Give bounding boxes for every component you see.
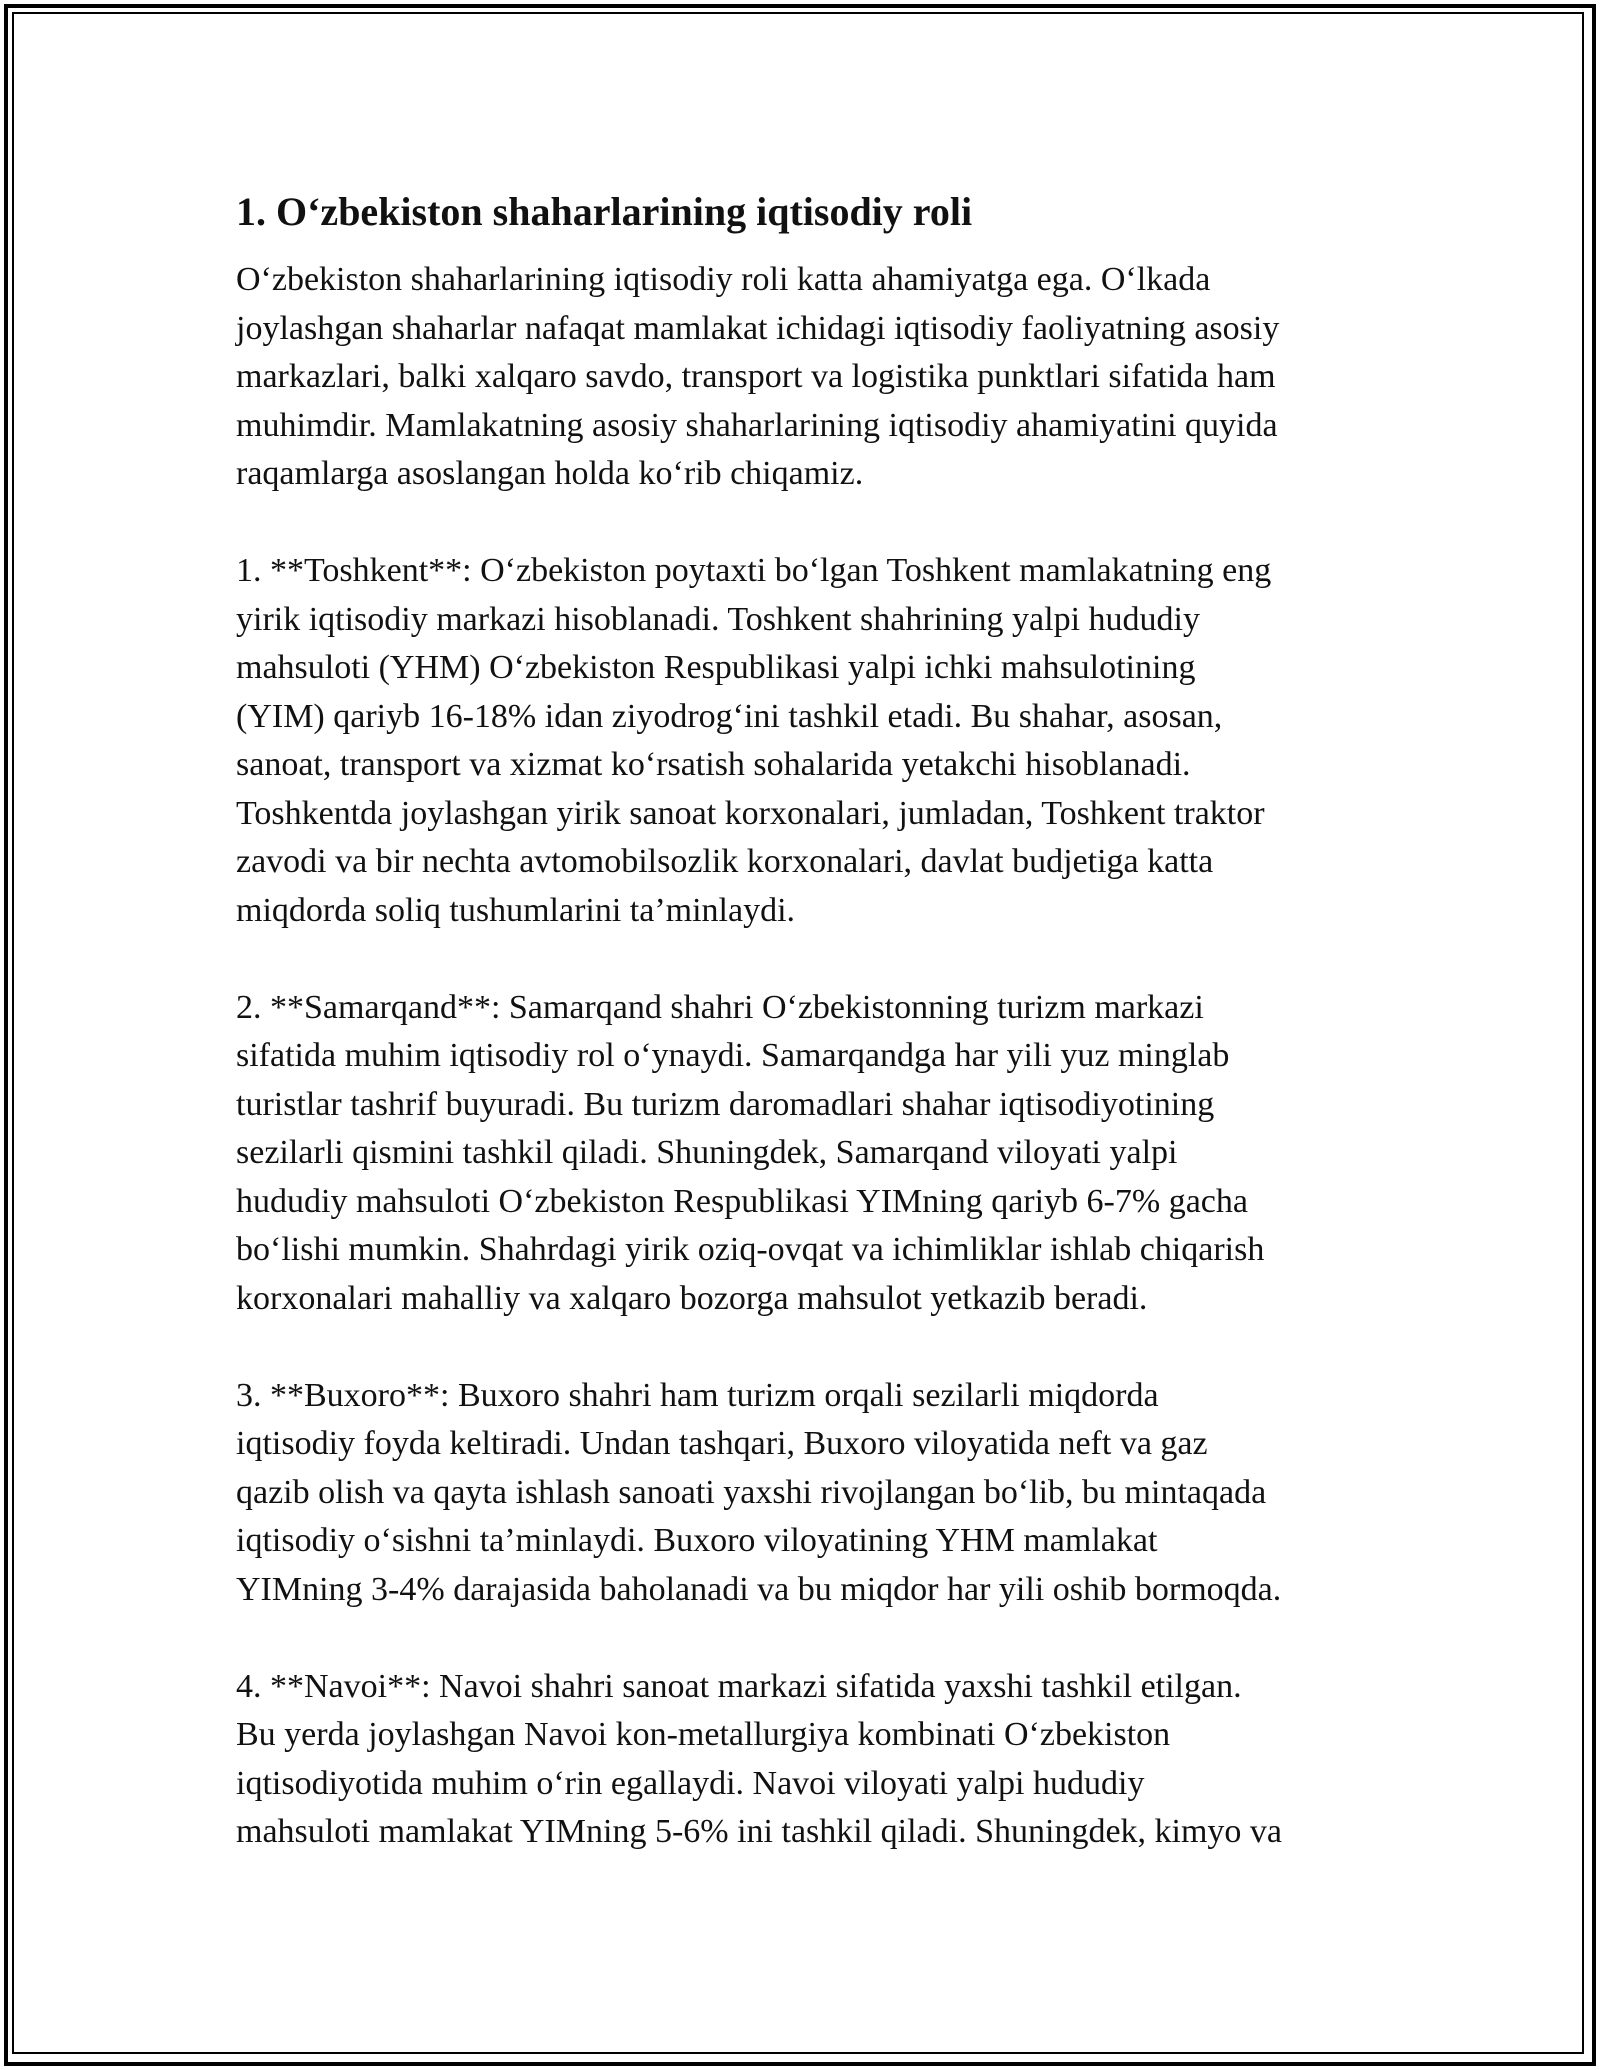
text-line: bo‘lishi mumkin. Shahrdagi yirik oziq-ovqat va ichimliklar ishlab chiqarish [236,1231,1265,1268]
samarqand-paragraph [236,984,1366,1324]
text-line: hududiy mahsuloti O‘zbekiston Respublikasi YIMning qariyb 6-7% gacha [236,1182,1248,1220]
text-line: sezilarli qismini tashkil qiladi. Shuningdek, Samarqand viloyati yalpi [236,1134,1178,1171]
text-line: markazlari, balki xalqaro savdo, transport va logistika punktlari sifatida ham [236,358,1276,395]
text-line: mahsuloti mamlakat YIMning 5-6% ini tashkil qiladi. Shuningdek, kimyo va [236,1813,1283,1850]
text-line: muhimdir. Mamlakatning asosiy shaharlarining iqtisodiy ahamiyatini quyida [236,406,1278,444]
text-line: yirik iqtisodiy markazi hisoblanadi. Toshkent shahrining yalpi hududiy [236,600,1200,638]
text-line: (YIM) qariyb 16-18% idan ziyodrog‘ini tashkil etadi. Bu shahar, asosan, [236,697,1223,735]
text-line: zavodi va bir nechta avtomobilsozlik korxonalari, davlat budjetiga katta [236,843,1214,880]
text-line: joylashgan shaharlar nafaqat mamlakat ichidagi iqtisodiy faoliyatning asosiy [236,309,1280,347]
text-line: sifatida muhim iqtisodiy rol o‘ynaydi. Samarqandga har yili yuz minglab [236,1037,1230,1074]
text-line: korxonalari mahalliy va xalqaro bozorga mahsulot yetkazib beradi. [236,1279,1148,1317]
text-line: mahsuloti (YHM) O‘zbekiston Respublikasi yalpi ichki mahsulotining [236,649,1196,686]
text-line: iqtisodiy o‘sishni ta’minlaydi. Buxoro viloyatining YHM mamlakat [236,1522,1158,1559]
text-line: YIMning 3-4% darajasida baholanadi va bu miqdor har yili oshib bormoqda. [236,1570,1282,1608]
text-line: turistlar tashrif buyuradi. Bu turizm daromadlari shahar iqtisodiyotining [236,1085,1215,1123]
section-heading: 1. O‘zbekiston shaharlarining iqtisodiy roli [236,189,973,234]
text-line: Toshkentda joylashgan yirik sanoat korxonalari, jumladan, Toshkent traktor [236,794,1265,832]
text-line: O‘zbekiston shaharlarining iqtisodiy roli katta ahamiyatga ega. O‘lkada [236,261,1211,298]
document-body [236,186,1366,1905]
text-line: sanoat, transport va xizmat ko‘rsatish sohalarida yetakchi hisoblanadi. [236,746,1191,783]
text-line: iqtisodiyotida muhim o‘rin egallaydi. Navoi viloyati yalpi hududiy [236,1764,1145,1802]
text-line: Bu yerda joylashgan Navoi kon-metallurgiya kombinati O‘zbekiston [236,1716,1171,1753]
text-line: miqdorda soliq tushumlarini ta’minlaydi. [236,891,796,929]
buxoro-paragraph [236,1372,1366,1615]
intro-paragraph [236,256,1366,499]
text-line: 3. **Buxoro**: Buxoro shahri ham turizm orqali sezilarli miqdorda [236,1376,1159,1414]
text-line: 1. **Toshkent**: O‘zbekiston poytaxti bo‘lgan Toshkent mamlakatning eng [236,552,1272,589]
text-line: 4. **Navoi**: Navoi shahri sanoat markazi sifatida yaxshi tashkil etilgan. [236,1667,1242,1705]
text-line: 2. **Samarqand**: Samarqand shahri O‘zbekistonning turizm markazi [236,988,1204,1026]
text-line: iqtisodiy foyda keltiradi. Undan tashqari, Buxoro viloyatida neft va gaz [236,1425,1208,1462]
navoi-paragraph [236,1663,1366,1857]
text-line: raqamlarga asoslangan holda ko‘rib chiqamiz. [236,455,864,492]
text-line: qazib olish va qayta ishlash sanoati yaxshi rivojlangan bo‘lib, bu mintaqada [236,1473,1267,1511]
toshkent-paragraph [236,547,1366,935]
